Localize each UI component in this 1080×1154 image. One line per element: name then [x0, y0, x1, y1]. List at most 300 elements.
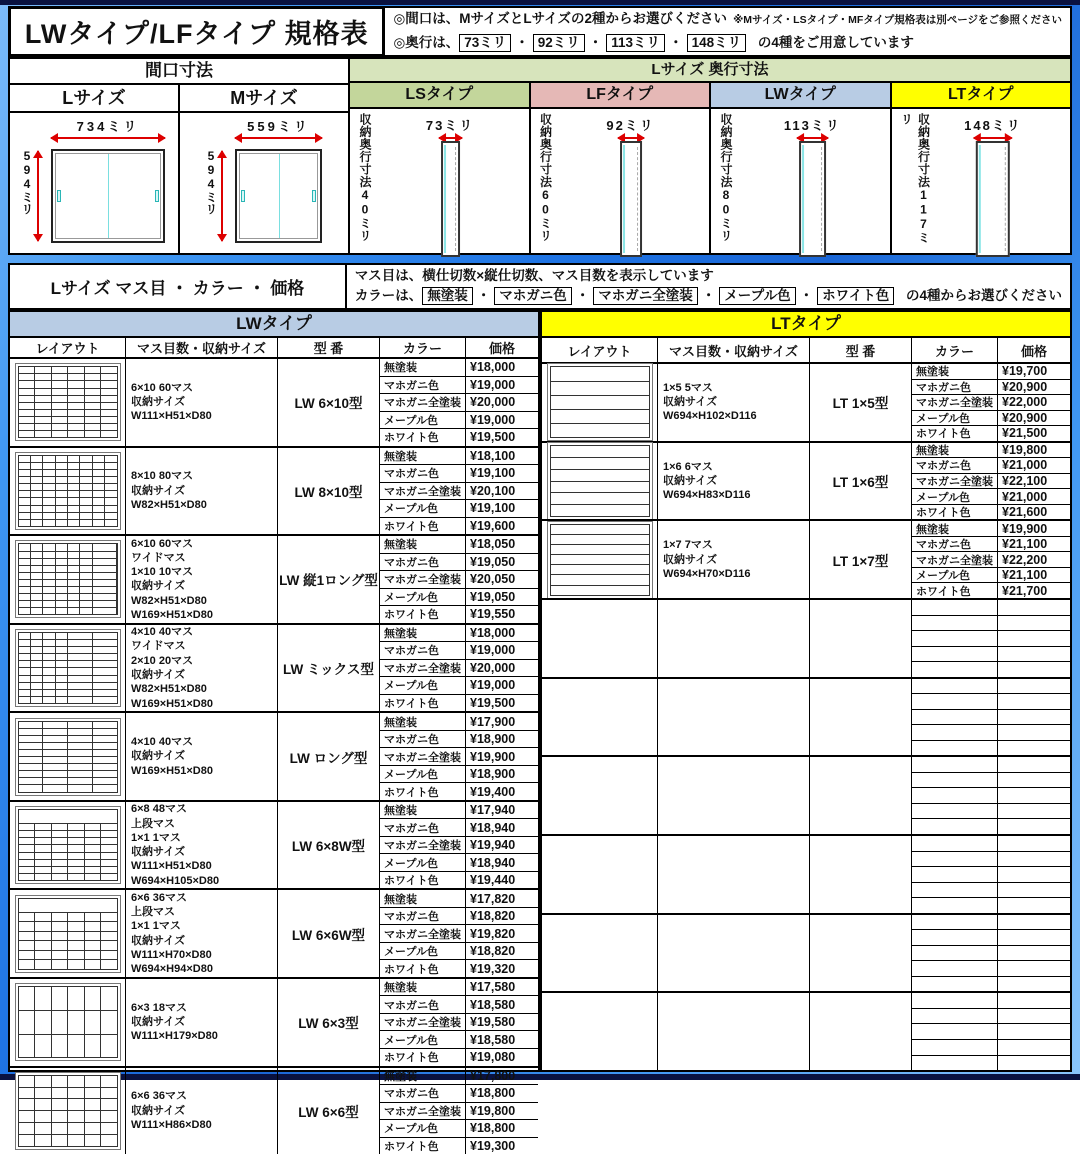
layout-grid-cell — [93, 722, 117, 728]
layout-cell — [542, 600, 658, 677]
pricing-cell — [912, 915, 1070, 992]
layout-grid-cell — [19, 874, 35, 880]
price-cell — [998, 600, 1070, 615]
price-cell: ¥18,900 — [466, 731, 538, 748]
layout-grid-cell — [19, 853, 35, 859]
color-name-cell: マホガニ色 — [380, 731, 466, 748]
color-name-cell — [912, 616, 998, 631]
layout-grid-cell — [551, 555, 649, 564]
layout-grid-cell — [551, 396, 649, 409]
price-row — [912, 364, 1070, 379]
table-header-row — [542, 338, 1070, 364]
layout-grid-cell — [56, 484, 67, 490]
layout-grid-cell — [19, 608, 30, 614]
price-cell — [998, 757, 1070, 772]
spec-line: 1×1 1マス — [131, 919, 272, 933]
layout-grid-cell — [101, 1099, 117, 1110]
layout-grid-cell — [31, 573, 42, 579]
price-row — [380, 499, 538, 517]
layout-grid-cell — [31, 506, 42, 512]
separator — [750, 35, 754, 50]
layout-grid-cell — [101, 1076, 117, 1087]
color-name-cell — [912, 1056, 998, 1071]
layout-grid-cell — [93, 484, 104, 490]
spec-line: W694×H83×D116 — [663, 488, 804, 502]
layout-grid-cell — [35, 374, 51, 380]
price-row — [912, 787, 1070, 803]
layout-grid-cell — [105, 491, 116, 497]
layout-grid-cell — [19, 987, 35, 1010]
note-depth-line — [393, 34, 1062, 52]
model-cell: LW 縦1ロング型 — [278, 536, 380, 623]
layout-grid-cell — [52, 1099, 68, 1110]
layout-grid-cell — [551, 367, 649, 380]
layout-grid-cell — [52, 987, 68, 1010]
layout-grid-cell — [551, 525, 649, 534]
layout-grid-cell — [43, 633, 54, 639]
layout-cell — [542, 364, 658, 441]
layout-grid-cell — [43, 771, 67, 777]
depth-spec-vertical-text: 収納奥行寸法40ミリ — [357, 113, 374, 242]
layout-grid-cell — [19, 831, 35, 837]
layout-grid-cell — [52, 424, 68, 430]
layout-grid-cell — [80, 608, 91, 614]
price-cell: ¥18,800 — [466, 1120, 538, 1137]
spec-line: W694×H102×D116 — [663, 409, 804, 423]
layout-grid — [550, 524, 650, 596]
note-width-text: ◎間口は、MサイズとLサイズの2種からお選びください — [393, 11, 727, 26]
layout-grid — [18, 455, 118, 527]
okuyuki-type-label: LTタイプ — [892, 83, 1071, 109]
color-name-cell — [912, 804, 998, 819]
layout-grid-cell — [68, 470, 79, 476]
layout-grid-cell — [19, 1099, 35, 1110]
layout-grid-cell — [56, 633, 67, 639]
layout-grid-cell — [101, 860, 117, 866]
column-header: マス目数・収納サイズ — [658, 338, 810, 362]
model-cell: LT 1×6型 — [810, 443, 912, 520]
door-divider-line — [279, 154, 280, 238]
layout-grid-cell — [101, 424, 117, 430]
price-row — [912, 803, 1070, 819]
color-option: メープル色 — [719, 287, 795, 305]
layout-grid-cell — [35, 396, 51, 402]
layout-grid-cell — [105, 463, 116, 469]
layout-grid — [18, 632, 118, 704]
color-name-cell: マホガニ色 — [380, 908, 466, 925]
layout-grid-cell — [85, 987, 101, 1010]
price-cell: ¥19,320 — [466, 960, 538, 977]
price-cell: ¥17,800 — [466, 1068, 538, 1085]
layout-grid-cell — [93, 668, 117, 674]
layout-grid-cell — [31, 498, 42, 504]
price-row — [380, 959, 538, 977]
spec-cell — [658, 679, 810, 756]
spec-line: 収納サイズ — [131, 395, 272, 409]
layout-grid-cell — [19, 594, 30, 600]
spec-line: 4×10 40マス — [131, 625, 272, 639]
spec-line: W111×H86×D80 — [131, 1118, 272, 1132]
depth-option: 92ミリ — [533, 34, 585, 52]
height-dimension-label: 594ミリ — [19, 149, 36, 243]
layout-grid-cell — [93, 764, 117, 770]
model-cell — [810, 915, 912, 992]
price-row — [912, 1023, 1070, 1039]
layout-grid-cell — [19, 484, 30, 490]
layout-grid-cell — [56, 587, 67, 593]
price-row — [380, 1068, 538, 1085]
layout-grid-cell — [101, 853, 117, 859]
layout-grid-cell — [43, 552, 54, 558]
color-name-cell: メープル色 — [380, 943, 466, 960]
layout-grid-cell — [19, 690, 30, 696]
spec-line: 1×5 5マス — [663, 381, 804, 395]
color-name-cell — [912, 600, 998, 615]
layout-grid-cell — [56, 470, 67, 476]
color-name-cell: マホガニ色 — [380, 642, 466, 659]
layout-grid-cell — [52, 389, 68, 395]
layout-grid-cell — [56, 498, 67, 504]
layout-grid-cell — [101, 845, 117, 851]
table-header-row — [10, 338, 538, 359]
maguchi-section — [10, 59, 350, 253]
spec-cell — [658, 757, 810, 834]
price-cell: ¥19,940 — [466, 837, 538, 854]
price-cell — [998, 616, 1070, 631]
layout-grid-cell — [68, 853, 84, 859]
layout-grid-cell — [68, 845, 84, 851]
pricing-cell — [380, 802, 538, 889]
layout-cell — [542, 679, 658, 756]
layout-grid-cell — [93, 491, 104, 497]
layout-grid-cell — [35, 874, 51, 880]
price-row — [912, 410, 1070, 426]
layout-grid-cell — [52, 838, 68, 844]
layout-grid-cell — [19, 389, 35, 395]
layout-grid-cell — [31, 608, 42, 614]
layout-grid-cell — [19, 573, 30, 579]
layout-grid-cell — [80, 587, 91, 593]
layout-grid-cell — [52, 410, 68, 416]
layout-grid-cell — [85, 838, 101, 844]
okuyuki-type-label: LFタイプ — [531, 83, 710, 109]
layout-grid-cell — [19, 867, 35, 873]
model-cell: LT 1×5型 — [810, 364, 912, 441]
color-name-cell — [912, 647, 998, 662]
color-name-cell: ホワイト色 — [912, 426, 998, 441]
cabinet-front — [235, 149, 322, 243]
layout-grid-cell — [31, 594, 42, 600]
layout-grid-cell — [19, 860, 35, 866]
price-cell: ¥20,000 — [466, 394, 538, 411]
color-name-cell — [912, 631, 998, 646]
layout-grid-cell — [68, 1123, 84, 1134]
layout-grid-cell — [68, 1035, 84, 1058]
spec-line: 8×10 80マス — [131, 469, 272, 483]
layout-grid-cell — [19, 381, 35, 387]
depth-diagram — [711, 109, 890, 253]
model-cell — [810, 600, 912, 677]
pricing-cell — [912, 521, 1070, 598]
okuyuki-type-column — [709, 83, 890, 253]
layout-cell — [10, 625, 126, 712]
layout-grid-cell — [85, 431, 101, 437]
layout-grid-cell — [56, 491, 67, 497]
price-row — [912, 851, 1070, 867]
price-row — [380, 517, 538, 535]
layout-grid-cell — [68, 676, 92, 682]
okuyuki-type-label: LSタイプ — [350, 83, 529, 109]
layout-grid-cell — [68, 697, 92, 703]
layout-grid-cell — [56, 580, 67, 586]
price-cell: ¥18,820 — [466, 943, 538, 960]
layout-grid-cell — [93, 683, 117, 689]
layout-grid-cell — [35, 381, 51, 387]
color-name-cell: 無塗装 — [380, 536, 466, 553]
maguchi-size-label: Mサイズ — [180, 85, 348, 113]
model-cell: LW 6×8W型 — [278, 802, 380, 889]
color-name-cell: ホワイト色 — [912, 505, 998, 520]
layout-grid-cell — [93, 640, 117, 646]
color-name-cell: マホガニ色 — [380, 996, 466, 1013]
layout-grid-cell — [52, 860, 68, 866]
layout-grid-cell — [19, 477, 30, 483]
layout-grid-cell — [19, 913, 35, 922]
pricing-cell — [380, 713, 538, 800]
layout-grid-cell — [68, 987, 84, 1010]
layout-grid-cell — [56, 683, 67, 689]
layout-diagram — [15, 983, 121, 1061]
layout-grid-cell — [551, 458, 649, 469]
layout-grid-cell — [101, 987, 117, 1010]
layout-grid-cell — [68, 431, 84, 437]
layout-grid-cell — [43, 661, 54, 667]
layout-grid-cell — [56, 654, 67, 660]
price-cell: ¥19,440 — [466, 872, 538, 889]
header-notes — [385, 6, 1072, 57]
spec-cell — [126, 625, 278, 712]
layout-grid-cell — [43, 559, 54, 565]
color-name-cell — [912, 819, 998, 834]
layout-grid-cell — [105, 506, 116, 512]
layout-grid-cell — [19, 899, 117, 912]
note-width-line — [393, 11, 1062, 28]
layout-grid-cell — [68, 941, 84, 950]
column-header: 型 番 — [278, 338, 380, 357]
layout-grid-cell — [93, 470, 104, 476]
price-cell — [998, 679, 1070, 694]
price-row — [380, 411, 538, 429]
layout-grid-cell — [56, 676, 67, 682]
color-name-cell: マホガニ全塗装 — [380, 748, 466, 765]
color-name-cell — [912, 757, 998, 772]
layout-grid-cell — [43, 785, 67, 791]
layout-grid-cell — [93, 559, 117, 565]
layout-grid-cell — [68, 498, 79, 504]
layout-grid-cell — [101, 417, 117, 423]
layout-grid-cell — [101, 381, 117, 387]
layout-grid-cell — [68, 764, 92, 770]
layout-grid-cell — [68, 640, 92, 646]
price-cell: ¥19,000 — [466, 642, 538, 659]
price-row — [380, 676, 538, 694]
price-cell: ¥21,000 — [998, 489, 1070, 504]
price-row — [380, 713, 538, 730]
layout-grid-cell — [19, 743, 43, 749]
price-row — [912, 551, 1070, 567]
price-cell — [998, 977, 1070, 992]
layout-grid-cell — [19, 424, 35, 430]
layout-grid-cell — [68, 417, 84, 423]
layout-grid-cell — [68, 729, 92, 735]
layout-grid-cell — [52, 874, 68, 880]
spec-cell — [658, 600, 810, 677]
layout-grid-cell — [551, 545, 649, 554]
spec-line: W82×H51×D80 — [131, 682, 272, 696]
price-cell: ¥22,200 — [998, 552, 1070, 567]
color-name-cell: メープル色 — [380, 1031, 466, 1048]
layout-grid-cell — [19, 633, 30, 639]
price-row — [380, 924, 538, 942]
layout-grid-cell — [93, 456, 104, 462]
table-row-group — [10, 534, 538, 623]
layout-grid-cell — [43, 513, 54, 519]
price-section-title: Lサイズ マス目 ・ カラー ・ 価格 — [10, 265, 347, 308]
model-cell — [810, 679, 912, 756]
spec-line: 上段マス — [131, 905, 272, 919]
price-row — [380, 871, 538, 889]
price-cell: ¥17,580 — [466, 979, 538, 996]
depth-dimension-stack — [964, 115, 1022, 257]
layout-diagram — [15, 452, 121, 530]
price-cell: ¥21,500 — [998, 426, 1070, 441]
layout-grid-cell — [52, 1076, 68, 1087]
layout-cell — [10, 713, 126, 800]
layout-grid-cell — [93, 587, 117, 593]
model-cell — [810, 757, 912, 834]
layout-grid-cell — [43, 757, 67, 763]
layout-grid-cell — [52, 381, 68, 387]
color-name-cell: マホガニ全塗装 — [912, 474, 998, 489]
layout-grid-cell — [19, 1011, 35, 1034]
layout-grid-cell — [31, 601, 42, 607]
layout-grid-cell — [19, 785, 43, 791]
price-cell: ¥18,000 — [466, 359, 538, 376]
layout-grid-cell — [551, 505, 649, 516]
color-name-cell: 無塗装 — [380, 979, 466, 996]
layout-grid-cell — [93, 513, 104, 519]
layout-grid-cell — [19, 463, 30, 469]
color-name-cell: 無塗装 — [380, 359, 466, 376]
layout-grid-cell — [68, 736, 92, 742]
layout-grid-cell — [52, 960, 68, 969]
layout-grid-cell — [551, 493, 649, 504]
okuyuki-type-label: LWタイプ — [711, 83, 890, 109]
price-row — [380, 625, 538, 642]
pricing-cell — [912, 364, 1070, 441]
layout-grid-cell — [85, 374, 101, 380]
color-name-cell: メープル色 — [380, 766, 466, 783]
spec-line: W694×H105×D80 — [131, 874, 272, 888]
depth-dimension-label: 73ミリ — [426, 115, 474, 134]
color-name-cell — [912, 961, 998, 976]
price-cell — [998, 946, 1070, 961]
layout-grid-cell — [85, 417, 101, 423]
color-note-line — [355, 287, 1062, 305]
layout-grid-cell — [68, 559, 79, 565]
layout-grid-cell — [52, 1111, 68, 1122]
price-cell: ¥19,050 — [466, 589, 538, 606]
color-name-cell: 無塗装 — [912, 364, 998, 379]
color-name-cell — [912, 1040, 998, 1055]
color-name-cell — [912, 930, 998, 945]
okuyuki-type-column — [350, 83, 529, 253]
layout-grid-cell — [19, 960, 35, 969]
layout-grid-cell — [93, 736, 117, 742]
pricing-cell — [912, 443, 1070, 520]
column-header: 型 番 — [810, 338, 912, 362]
layout-grid-cell — [52, 845, 68, 851]
color-name-cell: 無塗装 — [380, 1068, 466, 1085]
price-row — [380, 376, 538, 394]
layout-diagram — [15, 540, 121, 618]
layout-grid-cell — [35, 1123, 51, 1134]
layout-grid-cell — [56, 601, 67, 607]
price-cell — [998, 867, 1070, 882]
model-cell — [810, 836, 912, 913]
profile-inner-line — [623, 145, 625, 253]
layout-grid-cell — [31, 470, 42, 476]
layout-grid-cell — [43, 498, 54, 504]
layout-grid-cell — [93, 573, 117, 579]
layout-grid-cell — [93, 633, 117, 639]
spec-line: W169×H51×D80 — [131, 608, 272, 622]
price-row — [380, 1084, 538, 1102]
table-row-group — [10, 888, 538, 977]
layout-grid-cell — [43, 566, 54, 572]
layout-grid-cell — [551, 424, 649, 437]
spec-line: 収納サイズ — [131, 484, 272, 498]
layout-grid-cell — [35, 932, 51, 941]
layout-grid-cell — [31, 463, 42, 469]
layout-grid-cell — [85, 932, 101, 941]
layout-grid-cell — [19, 431, 35, 437]
spec-line: 収納サイズ — [131, 845, 272, 859]
layout-grid-cell — [19, 367, 35, 373]
layout-grid-cell — [43, 690, 54, 696]
layout-grid-cell — [56, 544, 67, 550]
table-row-group — [542, 598, 1070, 677]
layout-grid-cell — [93, 676, 117, 682]
color-name-cell: メープル色 — [380, 589, 466, 606]
layout-grid-cell — [68, 838, 84, 844]
layout-grid-cell — [68, 456, 79, 462]
layout-grid-cell — [101, 1111, 117, 1122]
price-cell — [998, 662, 1070, 677]
layout-grid-cell — [85, 1135, 101, 1146]
color-name-cell: マホガニ色 — [912, 537, 998, 552]
spec-cell — [658, 915, 810, 992]
top-border-strip — [0, 0, 1080, 5]
layout-grid-cell — [19, 403, 35, 409]
price-cell — [998, 1056, 1070, 1071]
price-cell — [998, 1040, 1070, 1055]
spec-line: 1×1 1マス — [131, 831, 272, 845]
layout-grid-cell — [43, 608, 54, 614]
layout-grid-cell — [43, 456, 54, 462]
layout-grid-cell — [93, 697, 117, 703]
price-row — [912, 757, 1070, 772]
